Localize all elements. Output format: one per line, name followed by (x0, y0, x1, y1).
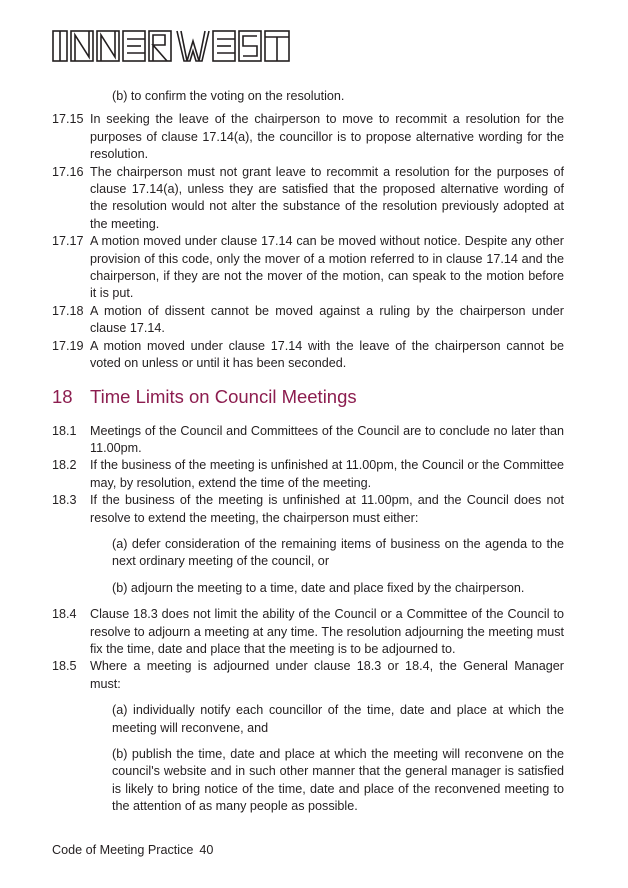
footer-title: Code of Meeting Practice (52, 843, 194, 857)
clause-17-18 (52, 303, 564, 338)
clause-text: If the business of the meeting is unfinished at 11.00pm, and the Council does not resolve to extend the meeting, the chairperson must either: (90, 493, 564, 525)
clause-17-15 (52, 111, 564, 163)
clause-number: 18.5 (52, 659, 77, 674)
page-number: 40 (199, 843, 214, 857)
clause-text: A motion of dissent cannot be moved against a ruling by the chairperson under clause 17.14. (90, 303, 564, 336)
clause-number: 17.17 (52, 234, 84, 249)
logo-icon (52, 30, 292, 62)
clause-18-5-sub-a: (a) individually notify each councillor of the time, date and place at which the meeting will reconvene, and (112, 703, 564, 735)
clause-18-5-sub-b: (b) publish the time, date and place at which the meeting will reconvene on the council's website and in such other manner that the general manager is satisfied is likely to bring notice of the time, date and place of the reconvened meeting to the attention of as many people as possible. (112, 747, 564, 814)
clause-17-14-sub-b: (b) to confirm the voting on the resolution. (112, 89, 345, 103)
clause-text: Where a meeting is adjourned under clause 18.3 or 18.4, the General Manager must: (90, 659, 564, 691)
clause-18-3-sub-b: (b) adjourn the meeting to a time, date and place fixed by the chairperson. (112, 580, 525, 595)
section-title: Time Limits on Council Meetings (90, 385, 357, 407)
inner-west-logo (52, 30, 292, 62)
clause-number: 18.4 (52, 607, 77, 622)
clause-text: If the business of the meeting is unfinished at 11.00pm, the Council or the Committee may, by resolution, extend the time of the meeting. (90, 458, 564, 490)
clause-17-16 (52, 164, 564, 234)
document-body (52, 88, 564, 816)
clause-text: The chairperson must not grant leave to recommit a resolution for the purposes of clause 17.14(a), unless they are satisfied that the proposed alternative wording of the resolution would not alter the substance of the resolution previously adopted at the meeting. (90, 164, 564, 231)
clause-17-17 (52, 233, 564, 303)
clause-text: Meetings of the Council and Committees of the Council are to conclude no later than 11.00pm. (90, 423, 564, 455)
clause-17-19 (52, 338, 564, 373)
clause-text: In seeking the leave of the chairperson to move to recommit a resolution for the purposes of clause 17.14(a), the councillor is to propose alternative wording for the resolution. (90, 112, 564, 162)
clause-text: A motion moved under clause 17.14 with the leave of the chairperson cannot be voted on unless or until it has been seconded. (90, 338, 564, 371)
clause-number: 17.19 (52, 338, 84, 353)
clause-number: 18.2 (52, 458, 77, 473)
section-heading (52, 385, 564, 409)
clause-text: A motion moved under clause 17.14 can be moved without notice. Despite any other provision of this code, only the mover of a motion referred to in clause 17.14 and the chairperson, if they are not the mover of the motion, can speak to the motion before it is put. (90, 234, 564, 301)
clause-text: Clause 18.3 does not limit the ability of the Council or a Committee of the Council to resolve to adjourn a meeting at any time. The resolution adjourning the meeting must fix the time, date and place that the meeting is to be adjourned to. (90, 607, 564, 656)
clause-18-1 (52, 423, 564, 458)
clause-number: 18.1 (52, 423, 77, 438)
clause-number: 17.15 (52, 112, 84, 127)
clause-18-3-sub-a: (a) defer consideration of the remaining items of business on the agenda to the next ordinary meeting of the council, or (112, 536, 564, 569)
clause-18-4 (52, 606, 564, 658)
clause-number: 18.3 (52, 493, 77, 508)
clause-18-3 (52, 492, 564, 527)
clause-number: 17.16 (52, 164, 84, 179)
clause-18-2 (52, 457, 564, 492)
clause-18-5 (52, 658, 564, 693)
page-footer (52, 842, 213, 858)
clause-number: 17.18 (52, 303, 84, 318)
section-number: 18 (52, 385, 73, 407)
